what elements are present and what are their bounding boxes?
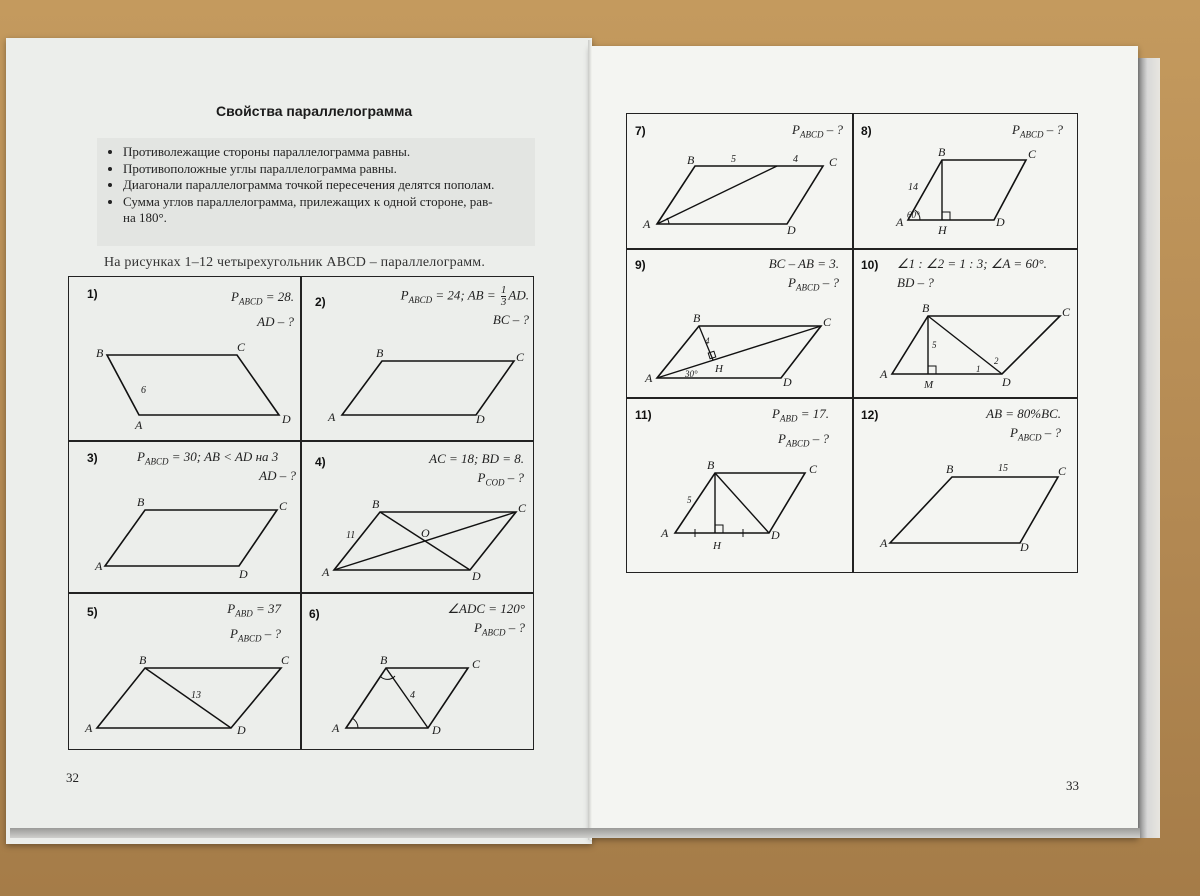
vertex-label: D [1020, 540, 1029, 554]
task-condition: $P_{ABD} = 17$. $P_{ABCD}$ – ? [772, 406, 829, 449]
book-binding [588, 40, 592, 840]
vertex-label: M [924, 379, 934, 391]
figure-task-11 [627, 397, 852, 574]
vertex-label: A [661, 526, 669, 540]
vertex-label: C [237, 340, 246, 354]
side-label: 5 [731, 154, 736, 165]
vertex-label: D [783, 375, 792, 389]
figure-task-6 [300, 592, 535, 749]
figure-task-4 [300, 440, 535, 592]
vertex-label: C [279, 499, 288, 513]
vertex-label: A [880, 367, 888, 381]
task-number: 8) [861, 124, 872, 138]
task-condition: $P_{ABCD} = 28$. AD – ? [231, 289, 294, 329]
side-label: 13 [191, 690, 201, 701]
vertex-label: C [518, 501, 527, 515]
angle-label: 1 [976, 364, 981, 374]
vertex-label: C [1028, 147, 1037, 161]
intro-text: На рисунках 1–12 четырехугольник ABCD – параллелограмм. [104, 255, 486, 270]
property-item: • Противолежащие стороны параллелограмма равны. [123, 144, 535, 161]
figure-task-7 [627, 114, 852, 248]
side-label: 5 [687, 495, 692, 505]
property-item: • Сумма углов параллелограмма, прилежащих к одной стороне, рав- на 180°. [123, 194, 535, 227]
vertex-label: A [85, 721, 93, 735]
side-label: 14 [908, 182, 918, 193]
vertex-label: C [823, 315, 832, 329]
figure-task-12 [852, 397, 1079, 574]
vertex-label: D [996, 215, 1005, 229]
task-condition: $P_{ABCD}$ – ? [792, 122, 843, 140]
vertex-label: B [376, 346, 384, 360]
task-condition: $P_{ABCD} = 30$; AB < AD на 3 [137, 449, 279, 467]
vertex-label: A [880, 536, 888, 550]
task-condition: ∠ADC = 120° $P_{ABCD}$ – ? [447, 601, 525, 638]
vertex-label: A [332, 721, 340, 735]
vertex-label: D [1002, 375, 1011, 389]
angle-label: 60° [907, 210, 920, 220]
side-label: 5 [932, 340, 937, 350]
page-number-left: 32 [66, 770, 79, 785]
vertex-label: C [516, 350, 525, 364]
vertex-label: B [922, 301, 930, 315]
properties-list [97, 144, 535, 227]
figure-task-10 [852, 248, 1079, 397]
task-number: 5) [87, 605, 98, 619]
vertex-label: H [715, 363, 723, 375]
side-label: 15 [998, 463, 1008, 474]
task-number: 4) [315, 455, 326, 469]
vertex-label: C [829, 155, 838, 169]
vertex-label: B [139, 653, 147, 667]
vertex-label: H [713, 540, 721, 552]
angle-label: 30° [685, 369, 698, 379]
figure-task-1 [69, 277, 300, 440]
figure-task-9 [627, 248, 852, 397]
task-number: 7) [635, 124, 646, 138]
vertex-label: B [938, 145, 946, 159]
vertex-label: B [137, 495, 145, 509]
vertex-label: B [693, 311, 701, 325]
vertex-label: A [643, 217, 651, 231]
vertex-label: A [135, 418, 143, 432]
left-task-grid [68, 276, 534, 750]
vertex-label: D [432, 723, 441, 737]
side-label: 6 [141, 385, 146, 396]
vertex-label: B [687, 153, 695, 167]
task-condition: $P_{ABCD} = 24$; AB = $\frac{1}{3}$ AD. BC – ? [400, 284, 529, 328]
vertex-label: C [1062, 305, 1071, 319]
figure-task-3 [69, 440, 300, 592]
side-label: 4 [793, 154, 798, 165]
right-task-grid [626, 113, 1078, 573]
side-label: 4 [410, 690, 415, 701]
task-number: 11) [635, 408, 652, 422]
side-label: 11 [346, 530, 356, 541]
vertex-label: O [421, 526, 430, 540]
vertex-label: D [476, 412, 485, 426]
vertex-label: A [328, 410, 336, 424]
vertex-label: C [472, 657, 481, 671]
vertex-label: C [809, 462, 818, 476]
task-number: 1) [87, 287, 98, 301]
task-number: 6) [309, 607, 320, 621]
vertex-label: A [95, 559, 103, 573]
vertex-label: C [1058, 464, 1067, 478]
bottom-scan-edge [10, 828, 1140, 838]
task-number: 2) [315, 295, 326, 309]
vertex-label: B [380, 653, 388, 667]
page-title: Свойства параллелограмма [216, 103, 413, 119]
vertex-label: C [281, 653, 290, 667]
vertex-label: A [322, 565, 330, 579]
vertex-label: D [787, 223, 796, 237]
vertex-label: D [237, 723, 246, 737]
page-number-right: 33 [1066, 778, 1079, 793]
side-label: 4 [705, 336, 710, 346]
figure-task-5 [69, 592, 300, 749]
vertex-label: A [896, 215, 904, 229]
angle-label: 2 [994, 356, 999, 366]
task-condition: BC – AB = 3. $P_{ABCD}$ – ? [768, 256, 839, 293]
figure-task-2 [300, 277, 535, 440]
vertex-label: A [645, 371, 653, 385]
vertex-label: D [771, 528, 780, 542]
task-condition: AB = 80%BC. $P_{ABCD}$ – ? [986, 406, 1061, 443]
task-number: 10) [861, 258, 879, 272]
task-condition: AD – ? [259, 468, 296, 483]
vertex-label: D [282, 412, 291, 426]
properties-box [97, 138, 535, 246]
figure-task-8 [852, 114, 1079, 248]
task-condition: AC = 18; BD = 8. $P_{COD}$ – ? [429, 451, 524, 488]
task-number: 12) [861, 408, 879, 422]
vertex-label: B [372, 497, 380, 511]
property-item: • Диагонали параллелограмма точкой пересечения делятся пополам. [123, 177, 535, 194]
task-number: 9) [635, 258, 646, 272]
vertex-label: D [239, 567, 248, 581]
vertex-label: B [707, 458, 715, 472]
vertex-label: D [472, 569, 481, 583]
task-condition: $P_{ABD} = 37$ $P_{ABCD}$ – ? [227, 601, 281, 644]
vertex-label: H [938, 223, 947, 237]
vertex-label: B [946, 462, 954, 476]
property-item: • Противоположные углы параллелограмма равны. [123, 161, 535, 178]
task-condition: ∠1 : ∠2 = 1 : 3; ∠A = 60°. BD – ? [897, 256, 1047, 290]
task-number: 3) [87, 451, 98, 465]
vertex-label: B [96, 346, 104, 360]
task-condition: $P_{ABCD}$ – ? [1012, 122, 1063, 140]
